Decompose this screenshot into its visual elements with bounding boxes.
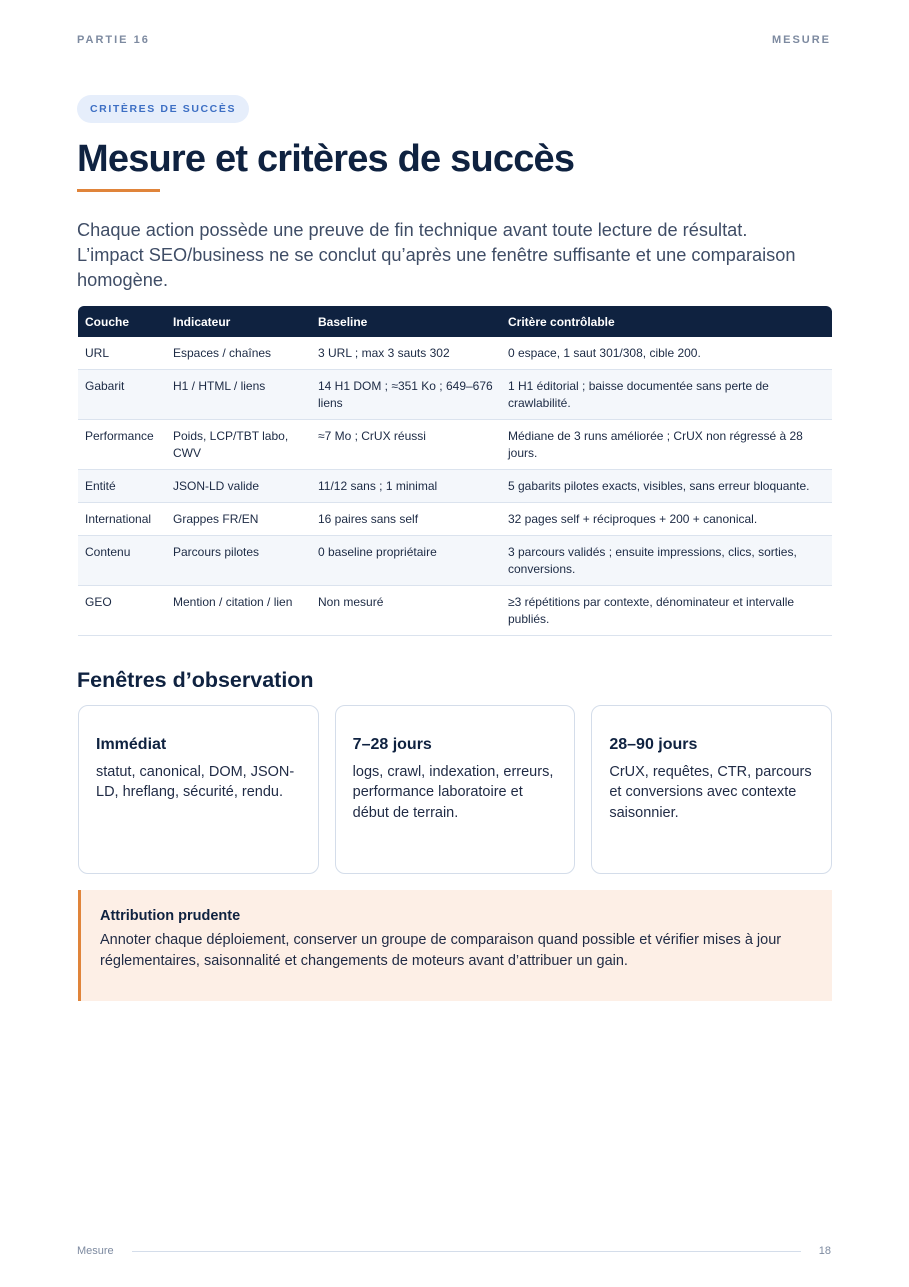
header-chapter-label: MESURE: [771, 34, 831, 46]
table-cell: Parcours pilotes: [166, 536, 311, 586]
table-row: [78, 586, 832, 636]
table-row: [78, 536, 832, 586]
callout-title: Attribution prudente: [100, 908, 241, 924]
windows-heading: Fenêtres d’observation: [77, 668, 314, 692]
card-title: 7–28 jours: [352, 736, 432, 753]
column-header: Indicateur: [166, 306, 311, 337]
table-cell: 14 H1 DOM ; ≈351 Ko ; 649–676 liens: [311, 370, 501, 420]
card-text: CrUX, requêtes, CTR, parcours et conversions avec contexte saisonnier.: [609, 764, 812, 821]
title-underline: [77, 189, 160, 192]
card-text: statut, canonical, DOM, JSON-LD, hreflang, sécurité, rendu.: [96, 764, 295, 801]
page-title: Mesure et critères de succès: [77, 138, 575, 180]
table-cell: 0 espace, 1 saut 301/308, cible 200.: [501, 337, 832, 370]
card-title: Immédiat: [96, 736, 167, 753]
table-cell: H1 / HTML / liens: [166, 370, 311, 420]
table-row: [78, 470, 832, 503]
table-cell: Poids, LCP/TBT labo, CWV: [166, 420, 311, 470]
table-cell: 32 pages self + réciproques + 200 + canonical.: [501, 503, 832, 536]
table-cell: Contenu: [78, 536, 166, 586]
page-footer: [77, 1245, 831, 1257]
table-cell: 3 URL ; max 3 sauts 302: [311, 337, 501, 370]
table-cell: ≈7 Mo ; CrUX réussi: [311, 420, 501, 470]
table-row: [78, 370, 832, 420]
table-cell: Non mesuré: [311, 586, 501, 636]
table-cell: 5 gabarits pilotes exacts, visibles, sans erreur bloquante.: [501, 470, 832, 503]
card-title: 28–90 jours: [609, 736, 698, 753]
table-cell: Grappes FR/EN: [166, 503, 311, 536]
table-cell: 1 H1 éditorial ; baisse documentée sans perte de crawlabilité.: [501, 370, 832, 420]
window-card-28-90-days: [591, 705, 832, 874]
table-cell: Espaces / chaînes: [166, 337, 311, 370]
header-section-label: PARTIE 16: [77, 34, 150, 46]
table-cell: ≥3 répétitions par contexte, dénominateur et intervalle publiés.: [501, 586, 832, 636]
table-cell: Gabarit: [78, 370, 166, 420]
observation-windows: [78, 705, 832, 874]
table-cell: URL: [78, 337, 166, 370]
table-cell: 0 baseline propriétaire: [311, 536, 501, 586]
table-header-row: [78, 306, 832, 337]
table-row: [78, 420, 832, 470]
table-cell: JSON-LD valide: [166, 470, 311, 503]
criteria-table: [78, 306, 832, 636]
table-cell: Entité: [78, 470, 166, 503]
window-card-7-28-days: [335, 705, 576, 874]
table-cell: GEO: [78, 586, 166, 636]
table-cell: Médiane de 3 runs améliorée ; CrUX non régressé à 28 jours.: [501, 420, 832, 470]
table-cell: International: [78, 503, 166, 536]
column-header: Critère contrôlable: [501, 306, 832, 337]
column-header: Couche: [78, 306, 166, 337]
window-card-immediate: [78, 705, 319, 874]
footer-divider: [132, 1251, 801, 1252]
table-cell: 11/12 sans ; 1 minimal: [311, 470, 501, 503]
callout-text: Annoter chaque déploiement, conserver un groupe de comparaison quand possible et vérifier mises à jour réglementaires, saisonnalité et changements de moteurs avant d’attribuer un gain.: [100, 932, 782, 969]
table-cell: 16 paires sans self: [311, 503, 501, 536]
section-pill: CRITÈRES DE SUCCÈS: [77, 95, 249, 123]
page-number: 18: [818, 1245, 831, 1257]
running-header: [77, 34, 831, 46]
attribution-callout: [78, 890, 832, 1001]
footer-label: Mesure: [77, 1245, 114, 1257]
column-header: Baseline: [311, 306, 501, 337]
table-row: [78, 503, 832, 536]
intro-paragraph: Chaque action possède une preuve de fin technique avant toute lecture de résultat. L’impact SEO/business ne se conclut qu’après une fenêtre suffisante et une comparaison homogène.: [77, 220, 796, 290]
table-cell: 3 parcours validés ; ensuite impressions, clics, sorties, conversions.: [501, 536, 832, 586]
table-cell: Performance: [78, 420, 166, 470]
table-cell: Mention / citation / lien: [166, 586, 311, 636]
card-text: logs, crawl, indexation, erreurs, performance laboratoire et début de terrain.: [352, 764, 554, 821]
table-row: [78, 337, 832, 370]
